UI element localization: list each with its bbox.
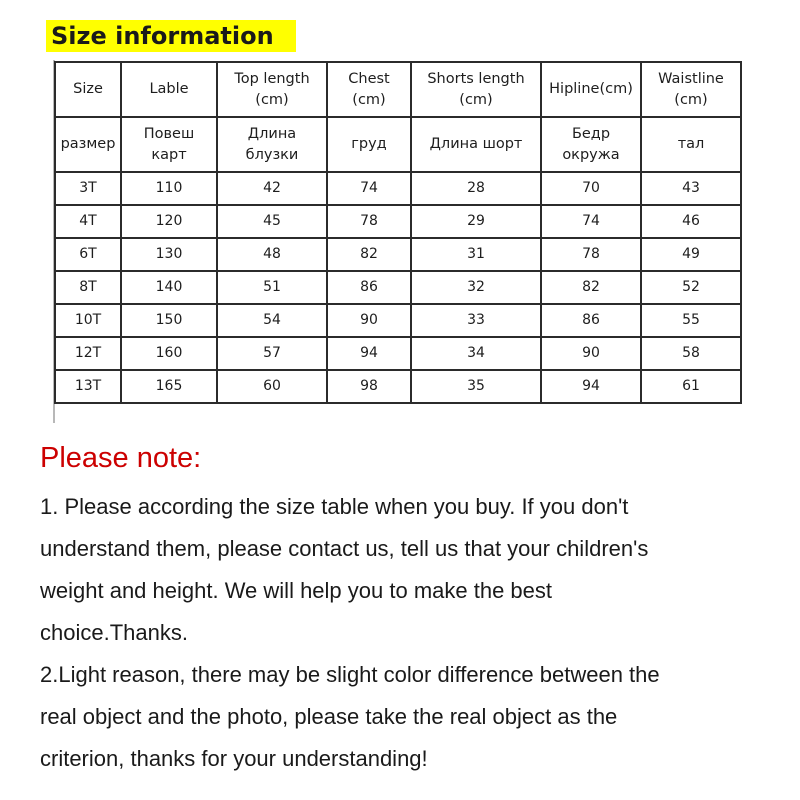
- header-cell: тал: [641, 117, 741, 172]
- table-cell: 43: [641, 172, 741, 205]
- table-cell: 90: [327, 304, 411, 337]
- table-cell: 61: [641, 370, 741, 403]
- table-cell: 110: [121, 172, 217, 205]
- header-cell: Длина шорт: [411, 117, 541, 172]
- size-cell: 10T: [55, 304, 121, 337]
- size-cell: 13T: [55, 370, 121, 403]
- table-row: [55, 370, 741, 403]
- table-cell: 90: [541, 337, 641, 370]
- table-cell: 78: [541, 238, 641, 271]
- table-cell: 74: [327, 172, 411, 205]
- table-cell: 54: [217, 304, 327, 337]
- table-cell: 31: [411, 238, 541, 271]
- table-cell: 42: [217, 172, 327, 205]
- table-cell: 28: [411, 172, 541, 205]
- note-body: [40, 486, 780, 780]
- table-cell: 52: [641, 271, 741, 304]
- table-cell: 130: [121, 238, 217, 271]
- header-cell: груд: [327, 117, 411, 172]
- table-cell: 82: [541, 271, 641, 304]
- header-cell: Top length (cm): [217, 62, 327, 117]
- table-cell: 48: [217, 238, 327, 271]
- table-cell: 55: [641, 304, 741, 337]
- note-line: 1. Please according the size table when you buy. If you don't: [40, 494, 629, 519]
- table-cell: 32: [411, 271, 541, 304]
- size-cell: 6T: [55, 238, 121, 271]
- table-row: [55, 238, 741, 271]
- table-cell: 57: [217, 337, 327, 370]
- table-cell: 74: [541, 205, 641, 238]
- header-cell: Waistline (cm): [641, 62, 741, 117]
- table-row: [55, 172, 741, 205]
- table-cell: 86: [541, 304, 641, 337]
- table-row: [55, 205, 741, 238]
- table-cell: 46: [641, 205, 741, 238]
- table-cell: 120: [121, 205, 217, 238]
- note-line: choice.Thanks.: [40, 620, 188, 645]
- table-cell: 70: [541, 172, 641, 205]
- header-cell: Hipline(cm): [541, 62, 641, 117]
- header-cell: размер: [55, 117, 121, 172]
- table-cell: 49: [641, 238, 741, 271]
- table-cell: 94: [327, 337, 411, 370]
- header-row-russian: [55, 117, 741, 172]
- table-cell: 98: [327, 370, 411, 403]
- title-highlight: [46, 20, 296, 52]
- table-cell: 78: [327, 205, 411, 238]
- table-cell: 140: [121, 271, 217, 304]
- size-cell: 8T: [55, 271, 121, 304]
- note-line: criterion, thanks for your understanding!: [40, 746, 428, 771]
- size-cell: 3T: [55, 172, 121, 205]
- size-table-body: [55, 62, 741, 403]
- note-line: weight and height. We will help you to make the best: [40, 578, 553, 603]
- table-cell: 34: [411, 337, 541, 370]
- table-cell: 94: [541, 370, 641, 403]
- size-table: [54, 61, 742, 404]
- size-cell: 12T: [55, 337, 121, 370]
- header-cell: Shorts length (cm): [411, 62, 541, 117]
- header-cell: Бедр окружа: [541, 117, 641, 172]
- header-cell: Длина блузки: [217, 117, 327, 172]
- table-cell: 82: [327, 238, 411, 271]
- table-cell: 58: [641, 337, 741, 370]
- note-title: Please note:: [40, 442, 202, 474]
- table-row: [55, 337, 741, 370]
- header-cell: Повеш карт: [121, 117, 217, 172]
- page-title: Size information: [51, 22, 274, 50]
- header-cell: Chest (cm): [327, 62, 411, 117]
- size-cell: 4T: [55, 205, 121, 238]
- table-cell: 60: [217, 370, 327, 403]
- table-cell: 165: [121, 370, 217, 403]
- table-row: [55, 304, 741, 337]
- note-line: 2.Light reason, there may be slight color difference between the: [40, 662, 660, 687]
- note-line: real object and the photo, please take the real object as the: [40, 704, 618, 729]
- header-row-english: [55, 62, 741, 117]
- table-cell: 160: [121, 337, 217, 370]
- table-cell: 35: [411, 370, 541, 403]
- table-cell: 51: [217, 271, 327, 304]
- note-line: understand them, please contact us, tell us that your children's: [40, 536, 649, 561]
- table-cell: 86: [327, 271, 411, 304]
- header-cell: Size: [55, 62, 121, 117]
- table-cell: 45: [217, 205, 327, 238]
- table-cell: 33: [411, 304, 541, 337]
- header-cell: Lable: [121, 62, 217, 117]
- table-cell: 150: [121, 304, 217, 337]
- table-row: [55, 271, 741, 304]
- table-cell: 29: [411, 205, 541, 238]
